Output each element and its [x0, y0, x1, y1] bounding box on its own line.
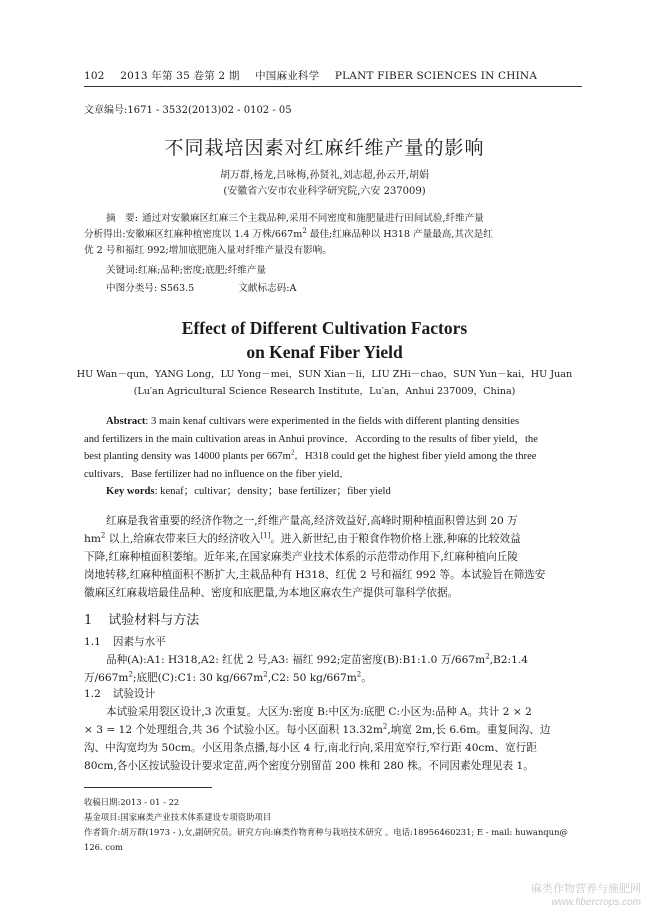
superscript: 2	[356, 670, 362, 679]
watermark-cn: 麻类作物营养与施肥网	[531, 883, 641, 895]
keywords-english	[84, 483, 584, 501]
superscript: 2	[128, 670, 133, 679]
intro-line: 岗地转移,红麻种植面积不断扩大,主栽品种有 H318、红优 2 号和福红 992 等。本试验旨在筛选安	[84, 569, 546, 581]
abstract-cn-label: 摘 要:	[106, 213, 139, 224]
affiliation-chinese: (安徽省六安市农业科学研究院,六安 237009)	[223, 186, 426, 197]
intro-text: hm	[84, 533, 101, 545]
article-number: 文章编号:1671 - 3532(2013)02 - 0102 - 05	[84, 105, 292, 116]
intro-line: 红麻是我省重要的经济作物之一,纤维产量高,经济效益好,高峰时期种植面积曾达到 20 万	[106, 515, 518, 527]
intro-line: 徽麻区红麻栽培最佳品种、密度和底肥量,为本地区麻农生产提供可靠科学依据。	[84, 587, 459, 599]
design-line: 80cm,各小区按试验设计要求定苗,两个密度分别留苗 200 株和 280 株。不同因素处理见表 1。	[84, 760, 534, 772]
authors-chinese: 胡万群,杨龙,吕咏梅,孙贤礼,刘志超,孙云开,胡娟	[219, 170, 430, 181]
abstract-english	[84, 413, 584, 501]
abstract-en-text: best planting density was 14000 plants per 667m	[84, 451, 291, 462]
abstract-en-text: : 3 main kenaf cultivars were experimented in the fields with different planting densities	[145, 416, 520, 427]
watermark	[511, 882, 641, 910]
factors-text: 品种(A):A1: H318,A2: 红优 2 号,A3: 福红 992;定苗密度(B):B1:1.0 万/667m	[106, 654, 486, 666]
title-chinese: 不同栽培因素对红麻纤维产量的影响	[164, 137, 485, 159]
document-code: 文献标志码:A	[238, 283, 297, 294]
factors-text: 万/667m	[84, 672, 129, 684]
superscript: 2	[382, 722, 388, 731]
subsection-title: 因素与水平	[112, 636, 166, 648]
abstract-cn-line	[84, 227, 584, 243]
affiliation-english: (Lu′an Agricultural Science Research Institute，Lu′an，Anhui 237009，China)	[133, 386, 516, 397]
superscript: 2	[485, 652, 490, 661]
factors-line	[84, 651, 584, 669]
factors-line	[84, 669, 584, 687]
section-number: 1	[84, 613, 93, 628]
abstract-cn-text: 通过对安徽麻区红麻三个主栽品种,采用不同密度和施肥量进行田间试验,纤维产量	[142, 213, 484, 224]
abstract-en-line	[84, 448, 584, 466]
issue-info: 2013 年第 35 卷第 2 期	[120, 70, 240, 82]
factors-and-levels	[84, 651, 584, 687]
intro-text: 以上,给麻农带来巨大的经济收入	[105, 533, 261, 545]
journal-name-cn: 中国麻业科学	[255, 70, 320, 82]
subsection-title: 试验设计	[112, 688, 156, 700]
factors-text: ,C2: 50 kg/667m	[267, 672, 357, 684]
fund-project: 基金项目:国家麻类产业技术体系建设专项资助项目	[84, 812, 272, 822]
clc-number: 中图分类号: S563.5	[106, 283, 195, 294]
factors-text: ,B2:1.4	[489, 654, 528, 666]
section-title: 试验材料与方法	[108, 613, 200, 628]
author-bio: 作者简介:胡万群(1973 - ),女,副研究员。研究方向:麻类作物育种与栽培技术研究 。电话:18956460231; E - mail: huwanqun@	[84, 827, 568, 837]
experimental-design	[84, 703, 584, 775]
superscript: 2	[290, 448, 295, 457]
intro-text: 。进入新世纪,由于粮食作物价格上涨,种麻的比较效益	[270, 533, 521, 545]
abstract-en-text: ．H318 could get the highest fiber yield among the three	[294, 451, 537, 462]
footnote-divider	[84, 787, 212, 788]
design-line: 沟、中沟宽均为 50cm。小区用条点播,每小区 4 行,南北行向,采用宽窄行,窄行距 40cm、宽行距	[84, 742, 537, 754]
footnotes	[84, 795, 584, 855]
authors-english: HU Wan－qun，YANG Long，LU Yong－mei，SUN Xian－li，LIU ZHi－chao，SUN Yun－kai，HU Juan	[76, 369, 573, 380]
title-en-line: Effect of Different Cultivation Factors	[181, 318, 468, 338]
intro-line	[84, 530, 584, 548]
title-en-line: on Kenaf Fiber Yield	[246, 342, 403, 362]
subsection-heading-1-2	[84, 686, 155, 701]
abstract-cn-line: 优 2 号和福红 992;增加底肥施入量对纤维产量没有影响。	[84, 245, 332, 256]
header-divider	[84, 86, 582, 87]
design-text: ,垧宽 2m,长 6.6m。重复间沟、边	[387, 724, 551, 736]
superscript: 2	[100, 531, 106, 540]
title-english	[0, 316, 649, 364]
subsection-heading-1-1	[84, 634, 166, 649]
abstract-chinese	[84, 211, 584, 259]
keywords-chinese: 关键词:红麻;品种;密度;底肥;纤维产量	[106, 265, 267, 276]
citation: [1]	[260, 531, 271, 540]
watermark-url: www.fibercrops.com	[551, 897, 641, 908]
running-header	[84, 68, 584, 83]
received-date: 收稿日期:2013 - 01 - 22	[84, 797, 180, 807]
factors-text: 。	[361, 672, 372, 684]
abstract-cn-text: 最佳;红麻品种以 H318 产量最高,其次是红	[306, 229, 493, 240]
introduction	[84, 512, 584, 602]
subsection-number: 1.1	[84, 636, 101, 648]
journal-name-en: PLANT FIBER SCIENCES IN CHINA	[334, 70, 538, 82]
superscript: 2	[302, 226, 307, 235]
design-text: × 3 = 12 个处理组合,共 36 个试验小区。每小区面积 13.32m	[84, 724, 383, 736]
factors-text: ;底肥(C):C1: 30 kg/667m	[132, 672, 264, 684]
abstract-en-line: cultivars．Base fertilizer had no influence on the fiber yield．	[84, 468, 350, 480]
keywords-en-label: Key words	[106, 486, 155, 497]
superscript: 2	[263, 670, 268, 679]
abstract-cn-line	[84, 211, 584, 227]
abstract-cn-text: 分析得出:安徽麻区红麻种植密度以 1.4 万株/667m	[84, 229, 303, 240]
classification-line	[106, 280, 296, 294]
design-line: 本试验采用裂区设计,3 次重复。大区为:密度 B:中区为:底肥 C:小区为:品种 A。共计 2 × 2	[106, 706, 532, 718]
page-number: 102	[84, 70, 105, 82]
intro-line: 下降,红麻种植面积萎缩。近年来,在国家麻类产业技术体系的示范带动作用下,红麻种植向丘陵	[84, 551, 518, 563]
author-bio-continued: 126. com	[84, 842, 123, 852]
design-line	[84, 721, 584, 739]
keywords-en-text: : kenaf；cultivar；density；base fertilizer；fiber yield	[154, 486, 391, 497]
abstract-en-line	[84, 413, 584, 431]
abstract-en-line: and fertilizers in the main cultivation areas in Anhui province．According to the results of fiber yield，the	[84, 433, 538, 445]
subsection-number: 1.2	[84, 688, 101, 700]
abstract-en-label: Abstract	[106, 416, 146, 427]
section-heading-1	[84, 609, 199, 628]
